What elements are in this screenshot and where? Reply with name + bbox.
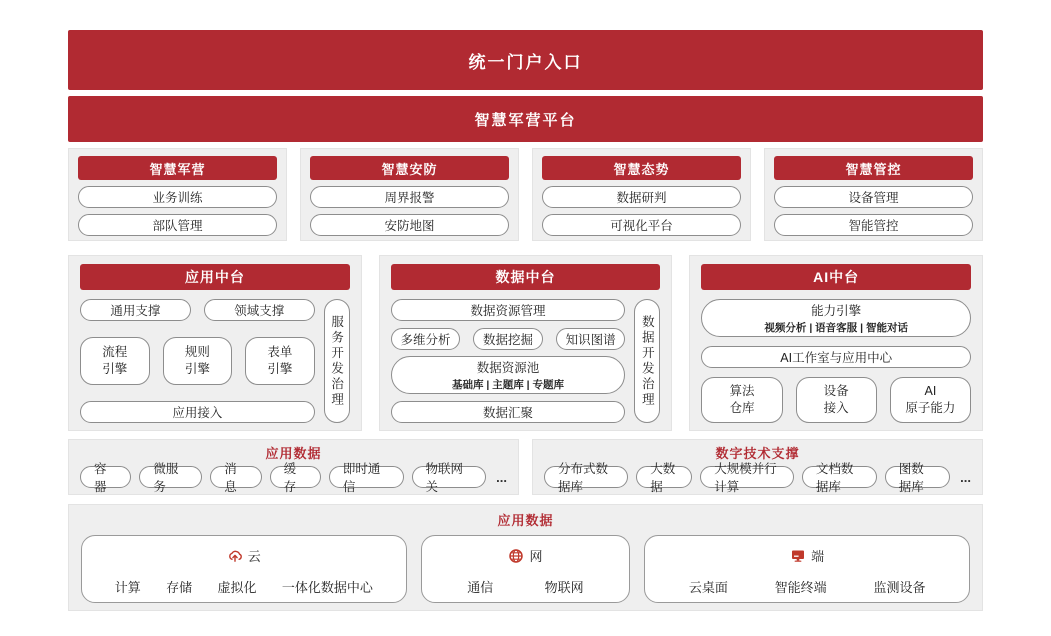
infra-item: 计算	[114, 580, 141, 595]
ellipsis-label: ...	[960, 469, 971, 485]
app-platform-panel	[68, 255, 362, 431]
platform-node: 知识图谱	[556, 328, 626, 350]
module-panel-security	[300, 148, 519, 241]
support-node: 分布式数据库	[544, 466, 628, 488]
module-title: 智慧态势	[542, 156, 741, 180]
module-panel-control	[764, 148, 983, 241]
module-panel-smart-camp	[68, 148, 287, 241]
support-node: 大数据	[636, 466, 692, 488]
platform-node: 应用接入	[80, 401, 315, 423]
module-panel-situation	[532, 148, 751, 241]
cloud-upload-icon	[227, 548, 243, 564]
platform-node: 数据资源管理	[391, 299, 626, 321]
platform-node: 领域支撑	[204, 299, 315, 321]
engine-node: 规则 引擎	[163, 337, 233, 385]
platform-title: AI中台	[701, 264, 971, 290]
network-card	[421, 535, 631, 603]
module-item: 智能管控	[774, 214, 973, 236]
infra-item: 存储	[166, 580, 193, 595]
infrastructure-panel	[68, 504, 983, 611]
smart-modules-row	[68, 148, 983, 241]
cloud-card	[81, 535, 407, 603]
module-item: 部队管理	[78, 214, 277, 236]
ai-node: 设备 接入	[796, 377, 877, 423]
diagram-content	[68, 30, 983, 611]
support-node: 文档数据库	[802, 466, 877, 488]
support-node: 图数据库	[885, 466, 950, 488]
globe-icon	[508, 548, 524, 564]
support-node: 容器	[80, 466, 131, 488]
engine-node: 表单 引擎	[245, 337, 315, 385]
module-title: 智慧安防	[310, 156, 509, 180]
group-name: 网	[529, 549, 543, 564]
platform-node: 数据汇聚	[391, 401, 626, 423]
module-item: 安防地图	[310, 214, 509, 236]
module-item: 业务训练	[78, 186, 277, 208]
ai-node: 算法 仓库	[701, 377, 782, 423]
support-node: 物联网关	[412, 466, 487, 488]
ellipsis-label: ...	[496, 469, 507, 485]
section-title: 数字技术支撑	[715, 446, 800, 461]
infra-item: 云桌面	[688, 580, 728, 595]
group-name: 端	[811, 549, 825, 564]
infra-item: 物联网	[544, 580, 584, 595]
portal-banner: 统一门户入口	[68, 30, 983, 90]
section-title: 应用数据	[265, 446, 322, 461]
middle-platforms-row	[68, 255, 983, 431]
support-node: 即时通信	[329, 466, 404, 488]
support-node: 微服务	[139, 466, 202, 488]
tech-support-panel	[532, 439, 983, 495]
infra-item: 虚拟化	[217, 580, 257, 595]
infra-item: 监测设备	[873, 580, 926, 595]
module-title: 智慧军营	[78, 156, 277, 180]
platform-title: 数据中台	[391, 264, 661, 290]
module-item: 设备管理	[774, 186, 973, 208]
app-support-panel	[68, 439, 519, 495]
monitor-icon	[790, 548, 806, 564]
platform-title: 应用中台	[80, 264, 350, 290]
support-node: 消息	[210, 466, 261, 488]
engine-node: 流程 引擎	[80, 337, 150, 385]
ai-node: AI 原子能力	[890, 377, 971, 423]
support-node: 缓存	[270, 466, 321, 488]
data-governance-bar: 数据开发治理	[634, 299, 660, 423]
service-governance-bar: 服务开发治理	[324, 299, 350, 423]
platform-node: 多维分析	[391, 328, 461, 350]
platform-node: 数据挖掘	[473, 328, 543, 350]
module-item: 可视化平台	[542, 214, 741, 236]
capability-engine-node: 能力引擎 视频分析 | 语音客服 | 智能对话	[701, 299, 971, 337]
module-item: 数据研判	[542, 186, 741, 208]
platform-node: AI工作室与应用中心	[701, 346, 971, 368]
ai-platform-panel	[689, 255, 983, 431]
section-title: 应用数据	[497, 513, 554, 528]
group-name: 云	[247, 549, 261, 564]
infra-item: 一体化数据中心	[281, 580, 373, 595]
data-platform-panel	[379, 255, 673, 431]
infra-item: 通信	[467, 580, 494, 595]
support-node: 大规模并行计算	[700, 466, 794, 488]
platform-node: 通用支撑	[80, 299, 191, 321]
support-row	[68, 439, 983, 495]
terminal-card	[644, 535, 970, 603]
data-pool-node: 数据资源池 基础库 | 主题库 | 专题库	[391, 356, 626, 394]
platform-banner: 智慧军营平台	[68, 96, 983, 142]
module-item: 周界报警	[310, 186, 509, 208]
infra-item: 智能终端	[774, 580, 827, 595]
module-title: 智慧管控	[774, 156, 973, 180]
